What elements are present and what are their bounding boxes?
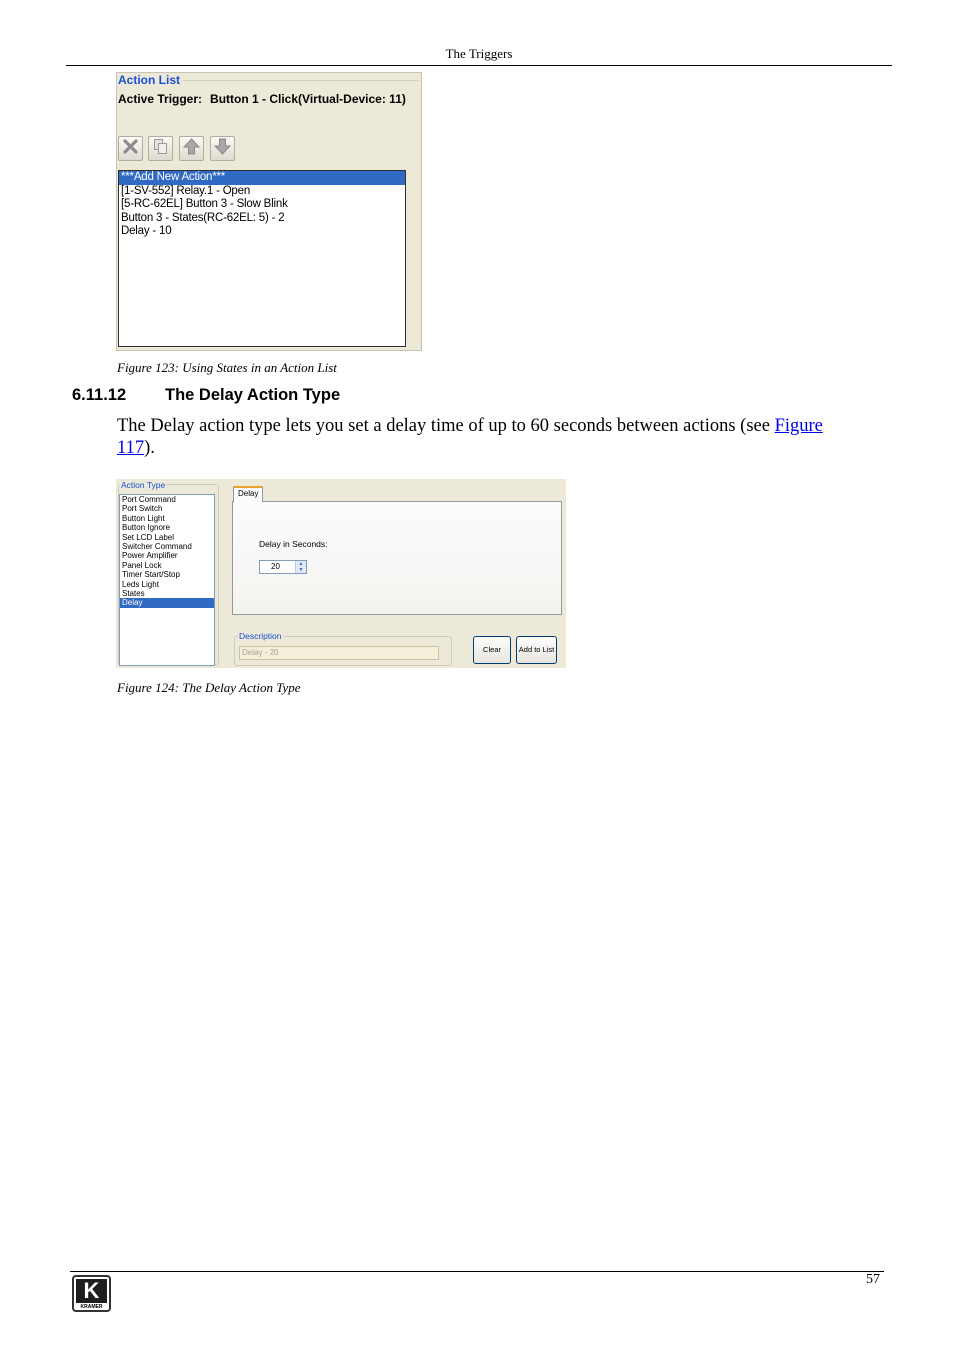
body-text-suffix: ). — [144, 438, 155, 458]
delete-button[interactable] — [118, 136, 143, 161]
group-divider — [183, 80, 419, 81]
footer-rule — [70, 1271, 884, 1272]
list-item[interactable]: Delay - 10 — [121, 225, 172, 237]
figure-link[interactable]: Figure 117 — [117, 416, 823, 458]
active-trigger-label: Active Trigger: — [118, 92, 203, 106]
action-type-title: Action Type — [121, 480, 166, 490]
figure-caption: Figure 124: The Delay Action Type — [117, 680, 301, 695]
list-item[interactable]: Power Amplifier — [122, 551, 178, 561]
list-item[interactable]: Leds Light — [122, 579, 159, 589]
list-item[interactable]: Port Switch — [122, 504, 163, 514]
figure-caption: Figure 123: Using States in an Action List — [117, 360, 337, 375]
spin-arrows-icon[interactable]: ▲ ▼ — [295, 561, 306, 573]
section-title: The Delay Action Type — [165, 386, 341, 404]
list-item[interactable]: Port Command — [122, 495, 176, 504]
list-item[interactable]: States — [122, 588, 145, 598]
move-up-button[interactable] — [179, 136, 204, 161]
clear-button-label: Clear — [483, 645, 501, 654]
list-item[interactable]: Timer Start/Stop — [122, 570, 180, 580]
move-down-button[interactable] — [210, 136, 235, 161]
list-item[interactable]: [1-SV-552] Relay.1 - Open — [121, 184, 251, 197]
copy-button[interactable] — [148, 136, 173, 161]
kramer-logo — [72, 1275, 111, 1312]
action-list-title: Action List — [118, 73, 180, 87]
page-number: 57 — [866, 1272, 880, 1287]
delay-seconds-value: 20 — [271, 562, 280, 571]
action-list-panel — [116, 72, 422, 351]
logo-k-icon: K — [76, 1279, 107, 1303]
list-item[interactable]: Button Light — [122, 513, 165, 523]
body-text-prefix: The Delay action type lets you set a delay time of up to 60 seconds between actions (see — [117, 416, 775, 436]
list-item[interactable]: Panel Lock — [122, 560, 162, 570]
move-down-icon — [214, 138, 231, 160]
add-to-list-button[interactable] — [516, 636, 557, 664]
section-heading — [72, 386, 340, 405]
delete-icon — [122, 138, 139, 160]
move-up-icon — [183, 138, 200, 160]
tab-delay[interactable]: Delay — [233, 486, 263, 502]
running-header: The Triggers — [445, 46, 513, 61]
active-trigger — [118, 92, 406, 106]
add-to-list-label: Add to List — [518, 645, 555, 654]
copy-icon — [152, 138, 169, 160]
list-item[interactable]: Button Ignore — [122, 523, 171, 533]
section-number: 6.11.12 — [72, 386, 127, 404]
delay-seconds-stepper[interactable] — [259, 560, 307, 574]
list-item[interactable]: ***Add New Action*** — [119, 171, 405, 185]
logo-wordmark: KRAMER — [80, 1304, 103, 1310]
delay-seconds-label: Delay in Seconds: — [259, 539, 328, 549]
body-paragraph — [117, 415, 857, 459]
delay-action-panel — [116, 479, 566, 668]
description-title: Description — [239, 631, 282, 641]
list-item[interactable]: Set LCD Label — [122, 532, 175, 542]
list-item[interactable]: [5-RC-62EL] Button 3 - Slow Blink — [121, 198, 288, 210]
list-item[interactable]: Switcher Command — [122, 541, 192, 551]
list-item[interactable]: Delay — [120, 598, 214, 607]
description-field[interactable]: Delay - 20 — [239, 646, 439, 660]
action-type-listbox[interactable] — [119, 494, 215, 666]
clear-button[interactable] — [473, 636, 511, 664]
header-rule — [66, 65, 892, 66]
action-listbox[interactable] — [118, 170, 406, 347]
list-item[interactable]: Button 3 - States(RC-62EL: 5) - 2 — [121, 211, 285, 224]
active-trigger-value: Button 1 - Click(Virtual-Device: 11) — [210, 92, 406, 106]
tab-page — [232, 501, 562, 615]
